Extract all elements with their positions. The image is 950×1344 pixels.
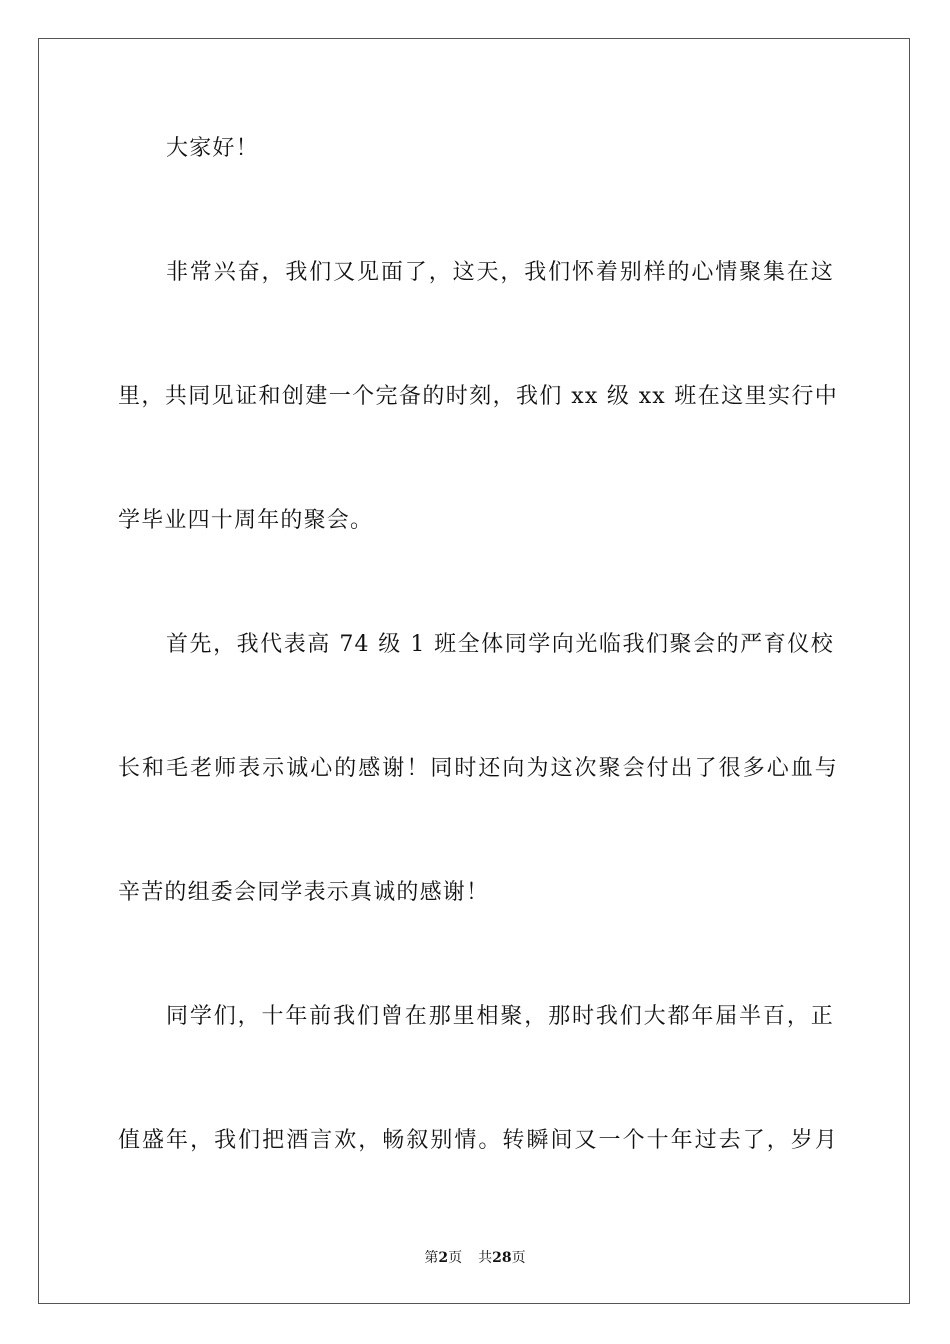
page-footer xyxy=(0,1248,950,1268)
page-suffix: 页 xyxy=(448,1250,463,1266)
paragraph-line: 里，共同见证和创建一个完备的时刻，我们 xx 级 xx 班在这里实行中 xyxy=(118,384,838,409)
total-suffix: 页 xyxy=(511,1250,526,1266)
paragraph-line: 辛苦的组委会同学表示真诚的感谢！ xyxy=(118,880,490,905)
paragraph-line: 值盛年，我们把酒言欢，畅叙别情。转瞬间又一个十年过去了，岁月 xyxy=(118,1128,838,1153)
paragraph-line: 长和毛老师表示诚心的感谢！同时还向为这次聚会付出了很多心血与 xyxy=(118,756,838,781)
page-border xyxy=(38,38,910,1304)
page-prefix: 第 xyxy=(424,1250,439,1266)
paragraph-line: 同学们，十年前我们曾在那里相聚，那时我们大都年届半百，正 xyxy=(166,1004,834,1029)
page-number: 2 xyxy=(438,1250,449,1266)
total-pages: 28 xyxy=(492,1250,512,1266)
paragraph-line: 非常兴奋，我们又见面了，这天，我们怀着别样的心情聚集在这 xyxy=(166,260,834,285)
paragraph-line: 学毕业四十周年的聚会。 xyxy=(118,508,374,533)
total-prefix: 共 xyxy=(478,1250,493,1266)
paragraph-line: 首先，我代表高 74 级 1 班全体同学向光临我们聚会的严育仪校 xyxy=(166,632,834,657)
greeting-line: 大家好！ xyxy=(166,136,259,161)
